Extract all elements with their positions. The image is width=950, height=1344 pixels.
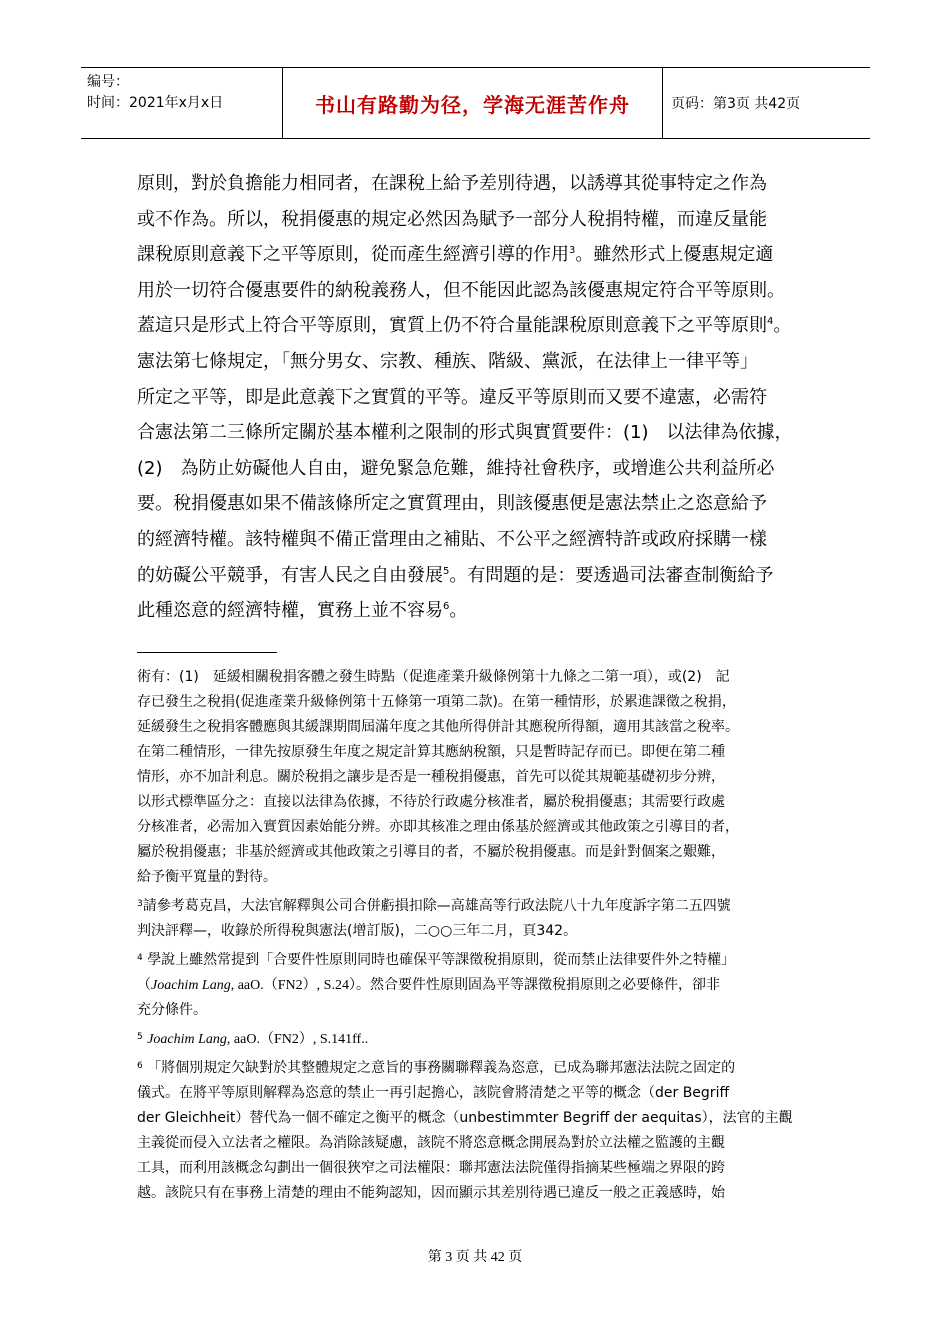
footnote-ref: 6 (443, 601, 450, 613)
footnote-continued-line: 情形，亦不加計利息。關於稅捐之讓步是否是一種稅捐優惠，首先可以從其規範基礎初步分辨， (137, 769, 725, 785)
footnote-continued-line: 以形式標準區分之：直接以法律為依據，不待於行政處分核准者，屬於稅捐優惠；其需要行政處 (137, 794, 725, 810)
footnote-6-line: 儀式。在將平等原則解釋為恣意的禁止一再引起擔心，該院會將清楚之平等的概念（der Begriff (137, 1085, 730, 1101)
footnote-number: 4 (137, 953, 143, 963)
footnotes (137, 665, 827, 1206)
footnote-3-line: 判決評釋—，收錄於所得稅與憲法(增訂版)，二○○三年二月，頁342。 (137, 923, 578, 939)
footnote-6-line: 主義從而侵入立法者之權限。為消除該疑慮，該院不將恣意概念開展為對於立法權之監護的主觀 (137, 1135, 725, 1151)
footnote-continued-line: 術有：(1) 延緩相關稅捐客體之發生時點（促進產業升級條例第十九條之二第一項），或(2) 記 (137, 669, 730, 685)
footnote-6-line: der Gleichheit）替代為一個不確定之衡平的概念（unbestimmter Begriff der aequitas），法官的主觀 (137, 1110, 793, 1126)
footnote-ref: 5 (443, 565, 450, 577)
footnote-separator (137, 652, 277, 653)
footnote-continued-line: 延緩發生之稅捐客體應與其緩課期間屆滿年度之其他所得併計其應稅所得額，適用其該當之稅率。 (137, 719, 739, 735)
body-line: 所定之平等，即是此意義下之實質的平等。違反平等原則而又要不違憲，必需符 (137, 386, 767, 408)
body-line: 的經濟特權。該特權與不備正當理由之補貼、不公平之經濟特許或政府採購一樣 (137, 528, 767, 550)
footnote-continued-line: 分核准者，必需加入實質因素始能分辨。亦即其核准之理由係基於經濟或其他政策之引導目的者， (137, 819, 739, 835)
body-line: 課稅原則意義下之平等原則，從而產生經濟引導的作用$^3$。雖然形式上優惠規定適 (137, 244, 774, 266)
header-meta (81, 68, 283, 138)
footnote-continued-line: 給予衡平寬量的對待。 (137, 869, 277, 885)
footnote-6-line: 越。該院只有在事務上清楚的理由不能夠認知，因而顯示其差別待遇已違反一般之正義感時，始 (137, 1185, 725, 1201)
header-motto: 书山有路勤为径，学海无涯苦作舟 (283, 68, 663, 138)
main-paragraph (137, 166, 837, 629)
document-date: 时间：2021年x月x日 (87, 95, 224, 111)
body-line: 的妨礙公平競爭，有害人民之自由發展$^5$。有問題的是：要透過司法審查制衡給予 (137, 564, 774, 586)
footnote-5: $^5$ Joachim Lang, aaO.（FN2）, S.141ff.. (137, 1032, 369, 1047)
document-number-label: 编号： (87, 74, 129, 90)
footnote-continued-line: 在第二種情形，一律先按原發生年度之規定計算其應納稅額，只是暫時記存而已。即便在第二種 (137, 744, 725, 760)
body-line: 或不作為。所以，稅捐優惠的規定必然因為賦予一部分人稅捐特權，而違反量能 (137, 208, 767, 230)
header-page-info: 页码：第3页 共42页 (671, 96, 801, 112)
page-footer: 第 3 页 共 42 页 (427, 1250, 523, 1265)
body-line: 此種恣意的經濟特權，實務上並不容易$^6$。 (137, 600, 468, 622)
footnote-ref: 4 (767, 316, 774, 328)
footnote-number: 3 (137, 899, 143, 909)
footnote-number: 6 (137, 1061, 143, 1071)
document-header (81, 67, 870, 139)
body-line: 合憲法第二三條所定關於基本權利之限制的形式與實質要件：(1) 以法律為依據， (137, 422, 793, 444)
body-line: 要。稅捐優惠如果不備該條所定之實質理由，則該優惠便是憲法禁止之恣意給予 (137, 493, 767, 515)
body-line: (2) 為防止妨礙他人自由，避免緊急危難，維持社會秩序，或增進公共利益所必 (137, 457, 775, 479)
footnote-6: $^6$ 「將個別規定欠缺對於其整體規定之意旨的事務關聯釋義為恣意，已成為聯邦憲法法院之固定的 (137, 1060, 736, 1076)
body-line: 蓋這只是形式上符合平等原則，實質上仍不符合量能課稅原則意義下之平等原則$^4$。 (137, 315, 792, 337)
body-line: 原則，對於負擔能力相同者，在課稅上給予差別待遇，以誘導其從事特定之作為 (137, 173, 767, 194)
footnote-4: $^4$ 學說上雖然常提到「合要件性原則同時也確保平等課徵稅捐原則，從而禁止法律要件外之特權」 (137, 952, 736, 968)
body-line: 用於一切符合優惠要件的納稅義務人，但不能因此認為該優惠規定符合平等原則。 (137, 279, 785, 301)
footnote-3: $^3$請參考葛克昌，大法官解釋與公司合併虧損扣除—高雄高等行政法院八十九年度訴字第二五四號 (137, 898, 731, 914)
footnote-ref: 3 (569, 245, 576, 257)
footnote-continued-line: 屬於稅捐優惠；非基於經濟或其他政策之引導目的者，不屬於稅捐優惠。而是針對個案之艱難， (137, 844, 725, 860)
footnote-number: 5 (137, 1032, 143, 1042)
footnote-continued-line: 存已發生之稅捐(促進產業升級條例第十五條第一項第二款)。在第一種情形，於累進課徵之稅捐， (137, 694, 736, 710)
footnote-4-line: （Joachim Lang, aaO.（FN2）, S.24）。然合要件性原則固為平等課徵稅捐原則之必要條件，卻非 (137, 977, 720, 993)
footnote-4-line: 充分條件。 (137, 1002, 207, 1018)
footnote-6-line: 工具，而利用該概念勾劃出一個很狹窄之司法權限：聯邦憲法法院僅得指摘某些極端之界限的跨 (137, 1160, 725, 1176)
body-line: 憲法第七條規定，「無分男女、宗教、種族、階級、黨派，在法律上一律平等」 (137, 350, 758, 372)
author-name: Joachim Lang (147, 1032, 227, 1047)
author-name: Joachim Lang (151, 978, 231, 993)
